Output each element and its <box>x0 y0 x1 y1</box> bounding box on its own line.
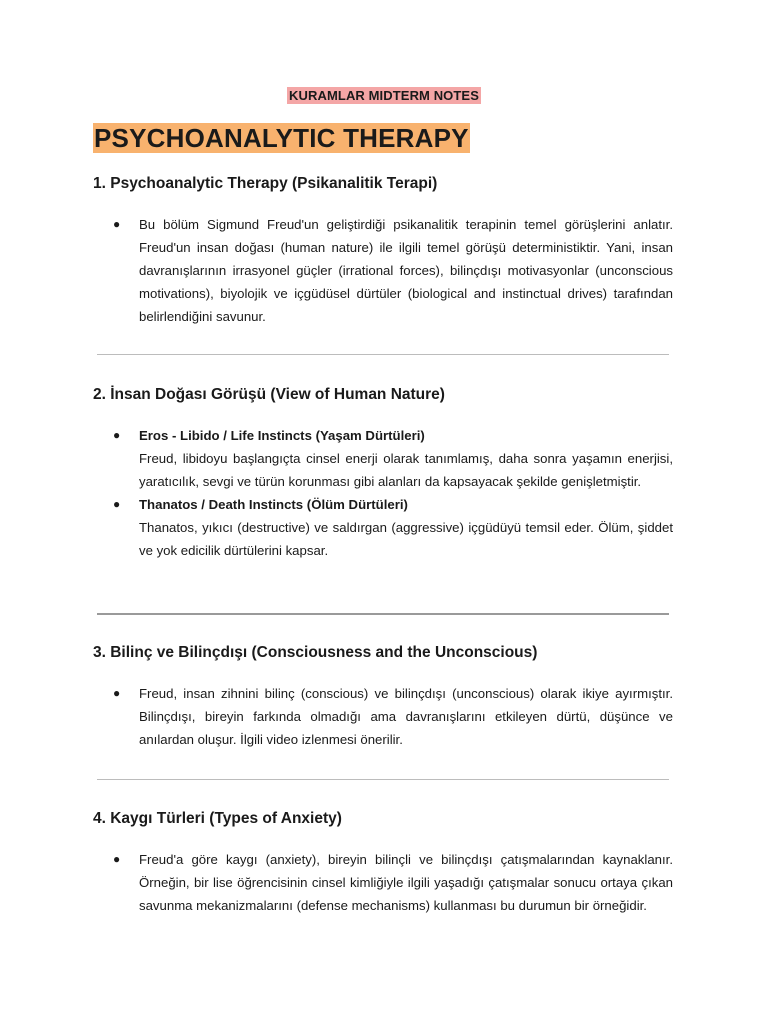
section-heading: 1. Psychoanalytic Therapy (Psikanalitik Terapi) <box>93 175 438 192</box>
bullet-icon: ● <box>113 217 121 231</box>
section-divider <box>97 779 669 780</box>
section-consciousness <box>93 643 673 751</box>
bullet-list <box>93 682 673 751</box>
bullet-icon: ● <box>113 497 121 511</box>
section-divider <box>97 354 669 355</box>
section-anxiety-types <box>93 809 673 917</box>
list-item <box>93 848 673 917</box>
bullet-icon: ● <box>113 686 121 700</box>
bullet-list <box>93 213 673 328</box>
section-psychoanalytic-therapy <box>93 174 673 328</box>
paragraph-text: Freud, libidoyu başlangıçta cinsel enerji olarak tanımlamış, daha sonra yaşamın enerjisi, yaratıcılık, sevgi ve türün korunması gibi alanları da kapsayacak şekilde genişletmiştir. <box>139 451 673 489</box>
paragraph-text: Thanatos, yıkıcı (destructive) ve saldırgan (aggressive) içgüdüyü temsil eder. Ölüm, şiddet ve yok edicilik dürtülerini kapsar. <box>139 520 673 558</box>
list-item <box>93 493 673 562</box>
section-human-nature <box>93 385 673 562</box>
document-header <box>0 87 768 105</box>
bullet-list <box>93 848 673 917</box>
section-divider <box>97 613 669 615</box>
list-item <box>93 682 673 751</box>
paragraph-text: Freud, insan zihnini bilinç (conscious) ve bilinçdışı (unconscious) olarak ikiye ayırmıştır. Bilinçdışı, bireyin farkında olmadığı ama davranışlarını etkileyen dürtü, düşünce ve anılardan oluşur. İlgili video izlenmesi önerilir. <box>139 686 673 747</box>
item-title: Eros - Libido / Life Instincts (Yaşam Dürtüleri) <box>139 428 425 443</box>
paragraph-text: Bu bölüm Sigmund Freud'un geliştirdiği psikanalitik terapinin temel görüşlerini anlatır. Freud'un insan doğası (human nature) ile ilgili temel görüşü deterministiktir. Yani, insan davranışlarının irrasyonel güçler (irrational forces), bilinçdışı motivasyonlar (unconscious motivations), biyolojik ve içgüdüsel dürtüler (biological and instinctual drives) tarafından belirlendiğini savunur. <box>139 217 673 324</box>
section-heading: 4. Kaygı Türleri (Types of Anxiety) <box>93 810 342 827</box>
section-heading: 2. İnsan Doğası Görüşü (View of Human Nature) <box>93 386 445 403</box>
bullet-icon: ● <box>113 852 121 866</box>
document-title <box>93 121 470 155</box>
document-title-text: PSYCHOANALYTIC THERAPY <box>94 123 469 153</box>
bullet-icon: ● <box>113 428 121 442</box>
paragraph-text: Freud'a göre kaygı (anxiety), bireyin bilinçli ve bilinçdışı çatışmalarından kaynaklanır. Örneğin, bir lise öğrencisinin cinsel kimliğiyle ilgili yaşadığı çatışmalar sonucu ortaya çıkan savunma mekanizmalarını (defense mechanisms) kullanması bu durumun bir örneğidir. <box>139 852 673 913</box>
list-item <box>93 424 673 493</box>
bullet-list <box>93 424 673 562</box>
list-item <box>93 213 673 328</box>
section-heading: 3. Bilinç ve Bilinçdışı (Consciousness and the Unconscious) <box>93 644 538 661</box>
item-title: Thanatos / Death Instincts (Ölüm Dürtüleri) <box>139 497 408 512</box>
document-header-text: KURAMLAR MIDTERM NOTES <box>289 88 479 103</box>
